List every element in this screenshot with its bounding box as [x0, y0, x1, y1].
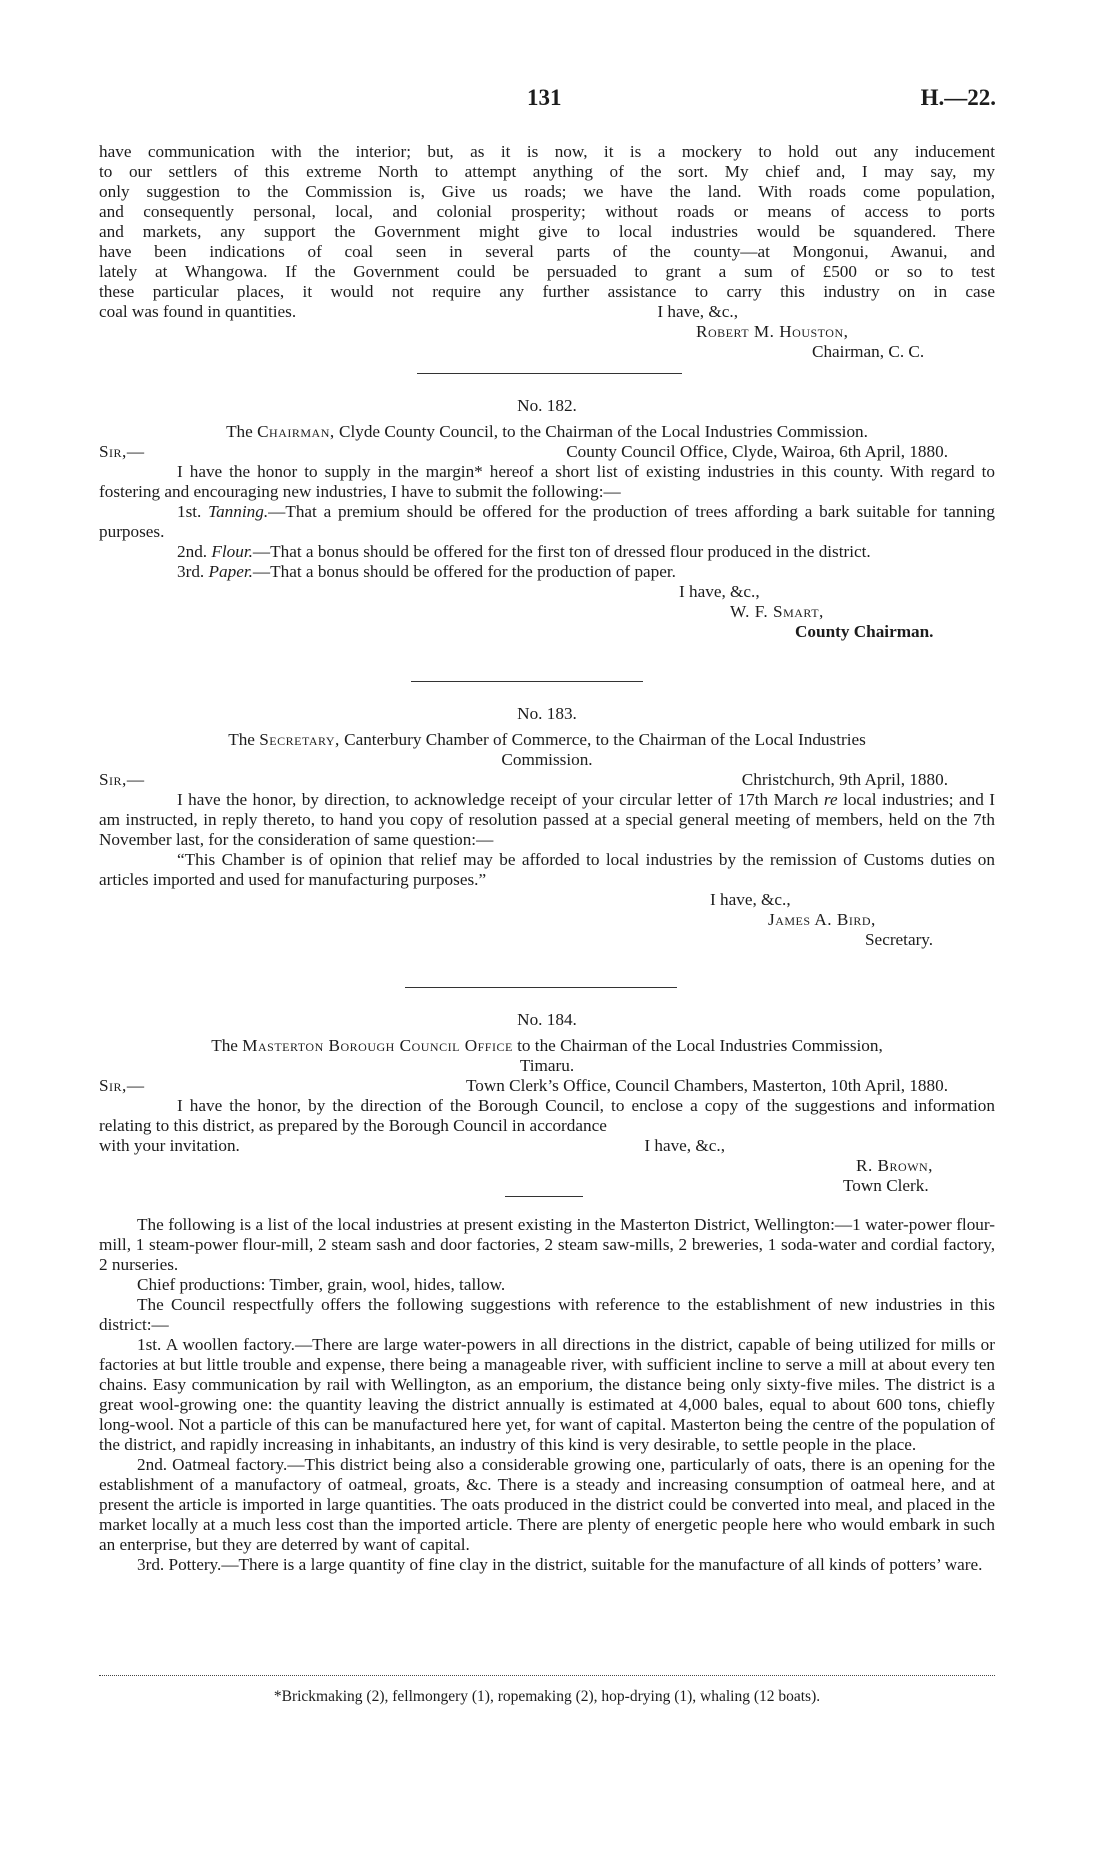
enclosure-paragraph: 2nd. Oatmeal factory.—This district being also a considerable growing one, particularly of oats, there is an opening for the establishment of a manufactory of oatmeal, groats, &c. There is a steady and increasing consumption of oatmeal here, and at present the article is imported in large quantities. The oats produced in the district could be converted into meal, and placed in the market locally at a much less cost than the imported article. There are plenty of energetic people here who would embark in such an enterprise, but they are deterred by want of capital.: [99, 1455, 995, 1554]
letter-number: No. 183.: [517, 704, 577, 723]
intro-section: [99, 142, 995, 362]
letter-title: Secretary.: [865, 930, 934, 949]
letter-signatory: R. Brown,: [856, 1156, 933, 1175]
intro-line: to our settlers of this extreme North to attempt anything of the sort. My chief and, I may say, my: [99, 162, 995, 181]
letter-signatory: James A. Bird,: [768, 910, 876, 929]
letter-body-last-row: [99, 1136, 995, 1156]
intro-line: have communication with the interior; but, as it is now, it is a mockery to hold out any inducement: [99, 142, 995, 161]
enclosure-paragraph: 1st. A woollen factory.—There are large water-powers in all directions in the district, capable of being utilized for mills or factories at but little trouble and expense, there being a manageable river, with sufficient incline to serve a mill at about every ten chains. Easy communication by rail with Wellington, as an emporium, the distance being only sixty-five miles. The district is a great wool-growing one: the quantity leaving the district annually is estimated at 4,000 bales, equal to about 600 tons, chiefly long-wool. Not a particle of this can be manufactured here yet, for want of capital. Masterton being the centre of the population of the district, and rapidly increasing in inhabitants, an industry of this kind is very desirable, to settle people in the place.: [99, 1335, 995, 1454]
divider: [417, 373, 682, 374]
divider: [405, 987, 677, 988]
intro-lines: [99, 142, 995, 302]
list-item-paper: 3rd. Paper.—That a bonus should be offered for the production of paper.: [177, 562, 676, 581]
footnote-divider: [99, 1675, 995, 1676]
intro-line: and consequently personal, local, and colonial prosperity; without roads or means of access to ports: [99, 202, 995, 221]
enclosure-paragraph: Chief productions: Timber, grain, wool, hides, tallow.: [137, 1275, 506, 1294]
letter-heading: The Masterton Borough Council Office to the Chairman of the Local Industries Commission,: [211, 1036, 883, 1055]
letter-closing: I have, &c.,: [679, 582, 760, 601]
resolution-quote: “This Chamber is of opinion that relief may be afforded to local industries by the remission of Customs duties on articles imported and used for manufacturing purposes.”: [99, 850, 995, 889]
letter-title: County Chairman.: [795, 622, 934, 641]
letter-address: Christchurch, 9th April, 1880.: [741, 770, 948, 789]
intro-line: and markets, any support the Government might give to local industries would be squandered. There: [99, 222, 995, 241]
intro-title: Chairman, C. C.: [812, 342, 925, 361]
letter-body-last: with your invitation.: [99, 1136, 240, 1155]
letter-closing: I have, &c.,: [710, 890, 791, 909]
intro-line: only suggestion to the Commission is, Give us roads; we have the land. With roads come population,: [99, 182, 995, 201]
intro-signatory: Robert M. Houston,: [696, 322, 849, 341]
salutation-row: [99, 770, 995, 790]
letter-address: Town Clerk’s Office, Council Chambers, Masterton, 10th April, 1880.: [465, 1076, 948, 1095]
intro-line: have been indications of coal seen in several parts of the county—at Mongonui, Awanui, and: [99, 242, 995, 261]
page-number: 131: [527, 85, 562, 110]
letter-number: No. 184.: [517, 1010, 577, 1029]
divider: [411, 681, 643, 682]
enclosure-paragraph: The Council respectfully offers the following suggestions with reference to the establishment of new industries in this district:—: [99, 1295, 995, 1334]
letter-182: [99, 396, 995, 642]
salutation: Sir,—: [99, 770, 145, 789]
salutation: Sir,—: [99, 442, 145, 461]
list-item-tanning: 1st. Tanning.—That a premium should be offered for the production of trees affording a bark suitable for tanning purposes.: [99, 502, 995, 541]
intro-line: lately at Whangowa. If the Government could be persuaded to grant a sum of £500 or so to test: [99, 262, 995, 281]
letter-address: County Council Office, Clyde, Wairoa, 6th April, 1880.: [566, 442, 948, 461]
letter-heading-line2: Commission.: [501, 750, 593, 769]
list-item-flour: 2nd. Flour.—That a bonus should be offered for the first ton of dressed flour produced in the district.: [177, 542, 871, 561]
enclosure: [99, 1215, 995, 1575]
letter-body: I have the honor to supply in the margin* hereof a short list of existing industries in this county. With regard to fostering and encouraging new industries, I have to submit the following:—: [99, 462, 995, 501]
salutation-row: [99, 442, 995, 462]
document-reference: H.—22.: [920, 85, 996, 110]
intro-last-line: coal was found in quantities.: [99, 302, 297, 321]
letter-183: [99, 704, 995, 950]
footnote: *Brickmaking (2), fellmongery (1), ropemaking (2), hop-drying (1), whaling (12 boats).: [273, 1688, 821, 1705]
letter-heading-line2: Timaru.: [519, 1056, 575, 1075]
letter-signatory: W. F. Smart,: [730, 602, 824, 621]
letter-title: Town Clerk.: [843, 1176, 929, 1195]
intro-last-row: [99, 302, 995, 322]
letter-body: I have the honor, by the direction of the Borough Council, to enclose a copy of the suggestions and information relating to this district, as prepared by the Borough Council in accordance: [99, 1096, 995, 1135]
letter-heading: The Secretary, Canterbury Chamber of Commerce, to the Chairman of the Local Industries: [228, 730, 866, 749]
letter-closing: I have, &c.,: [644, 1136, 725, 1155]
short-divider: [505, 1196, 583, 1197]
letter-body: I have the honor, by direction, to acknowledge receipt of your circular letter of 17th March re local industries; and I am instructed, in reply thereto, to hand you copy of resolution passed at a special general meeting of members, held on the 7th November last, for the consideration of same question:—: [99, 790, 995, 849]
letter-heading: The Chairman, Clyde County Council, to the Chairman of the Local Industries Commission.: [226, 422, 868, 441]
letter-number: No. 182.: [517, 396, 577, 415]
salutation: Sir,—: [99, 1076, 145, 1095]
letter-184: [99, 1010, 995, 1196]
enclosure-paragraph: The following is a list of the local industries at present existing in the Masterton District, Wellington:—1 water-power flour-mill, 1 steam-power flour-mill, 2 steam sash and door factories, 2 steam saw-mills, 2 breweries, 1 soda-water and cordial factory, 2 nurseries.: [99, 1215, 995, 1274]
intro-closing: I have, &c.,: [657, 302, 738, 321]
enclosure-paragraph: 3rd. Pottery.—There is a large quantity of fine clay in the district, suitable for the manufacture of all kinds of potters’ ware.: [137, 1555, 983, 1574]
intro-line: these particular places, it would not require any further assistance to carry this industry on in case: [99, 282, 995, 301]
salutation-row: [99, 1076, 995, 1096]
